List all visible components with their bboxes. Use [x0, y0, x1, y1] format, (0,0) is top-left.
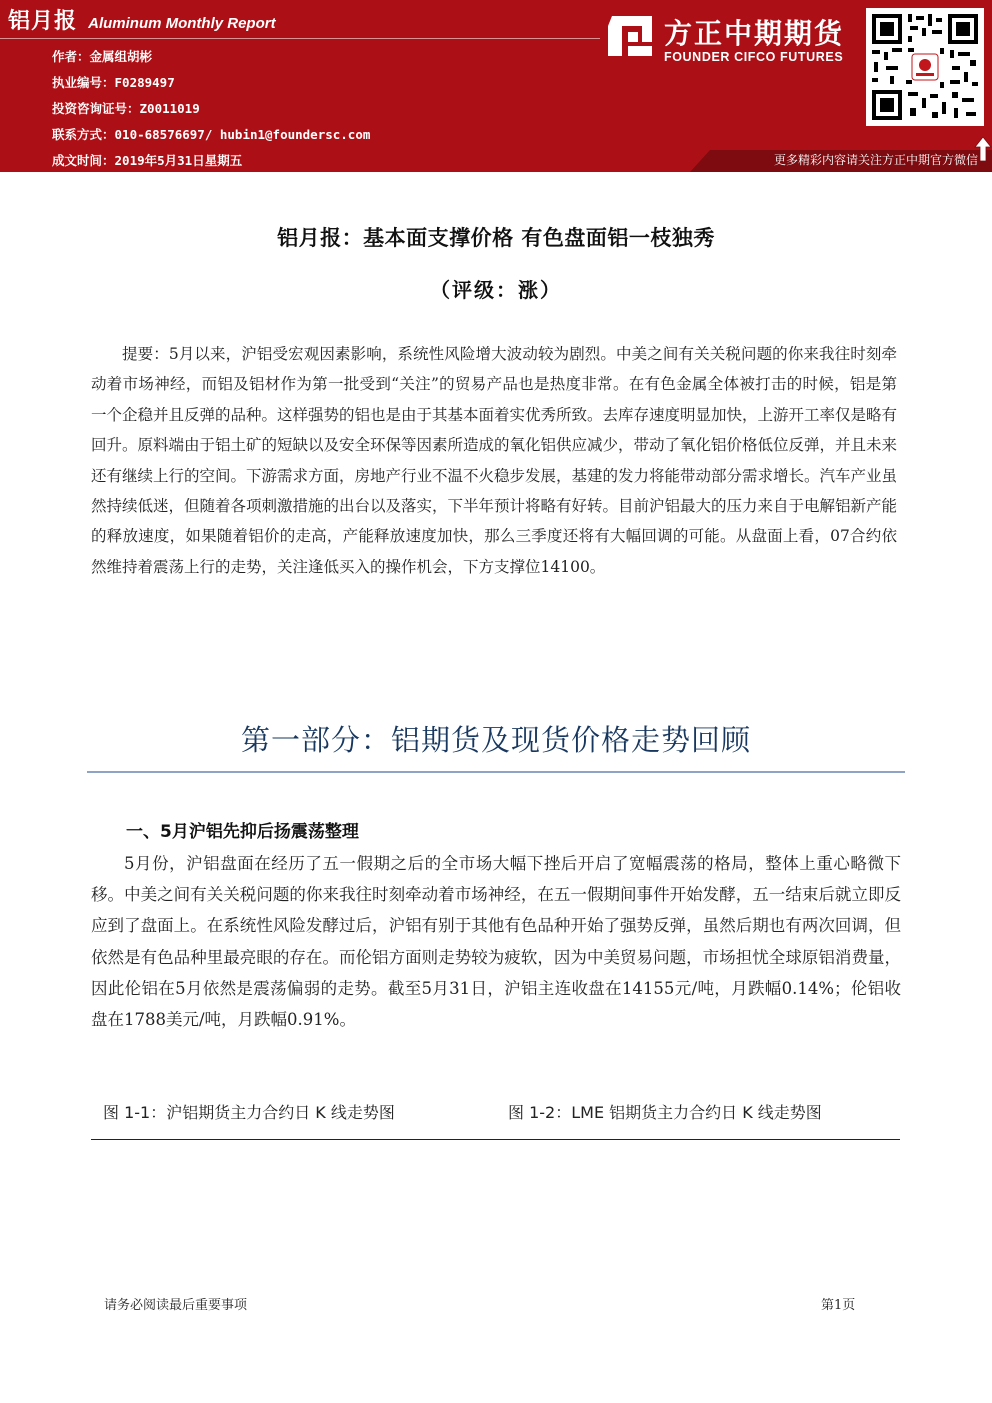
brand-name-cn: 方正中期期货: [664, 17, 845, 50]
author-line: [52, 47, 152, 65]
header-title-en: Aluminum Monthly Report: [88, 15, 276, 32]
report-rating: （评级：涨）: [430, 278, 562, 302]
section1-body: 5月份，沪铝盘面在经历了五一假期之后的全市场大幅下挫后开启了宽幅震荡的格局，整体上重心略微下移。中美之间有关关税问题的你来我往时刻牵动着市场神经，在五一假期间事件开始发酵，五一结束后就立即反应到了盘面上。在系统性风险发酵过后，沪铝有别于其他有色品种开始了强势反弹，虽然后期也有两次回调，但依然是有色品种里最亮眼的存在。而伦铝方面则走势较为疲软，因为中美贸易问题，市场担忧全球原铝消费量，因此伦铝在5月依然是震荡偏弱的走势。截至5月31日，沪铝主连收盘在14155元/吨，月跌幅0.14%；伦铝收盘在1788美元/吨，月跌幅0.91%。: [91, 854, 901, 1030]
advisory-value: Z0011019: [139, 101, 200, 116]
contact-label: 联系方式：: [52, 127, 115, 142]
date-label: 成文时间：: [52, 153, 115, 168]
footer-notice: 请务必阅读最后重要事项: [104, 1298, 248, 1313]
wechat-qr-code: [866, 8, 984, 126]
part1-divider: [87, 771, 905, 773]
license-label: 执业编号：: [52, 75, 115, 90]
report-header-band: [0, 0, 992, 172]
report-abstract: 提要：5月以来，沪铝受宏观因素影响，系统性风险增大波动较为剧烈。中美之间有关关税问题的你来我往时刻牵动着市场神经，而铝及铝材作为第一批受到“关注”的贸易产品也是热度非常。在有色金属全体被打击的时候，铝是第一个企稳并且反弹的品种。这样强势的铝也是由于其基本面着实优秀所致。去库存速度明显加快，上游开工率仅是略有回升。原料端由于铝土矿的短缺以及安全环保等因素所造成的氧化铝供应减少，带动了氧化铝价格低位反弹，并且未来还有继续上行的空间。下游需求方面，房地产行业不温不火稳步发展，基建的发力将能带动部分需求增长。汽车产业虽然持续低迷，但随着各项刺激措施的出台以及落实，下半年预计将略有好转。目前沪铝最大的压力来自于电解铝新产能的释放速度，如果随着铝价的走高，产能释放速度加快，那么三季度还将有大幅回调的可能。从盘面上看，07合约依然维持着震荡上行的走势，关注逢低买入的操作机会，下方支撑位14100。: [91, 345, 898, 576]
advisory-label: 投资咨询证号：: [52, 101, 140, 116]
advisory-line: [52, 99, 200, 117]
section1-heading: 一、5月沪铝先抑后扬震荡整理: [126, 822, 359, 842]
header-title: [8, 4, 276, 35]
license-value: F0289497: [114, 75, 175, 90]
up-arrow-icon: [974, 136, 992, 162]
report-title: 铝月报：基本面支撑价格 有色盘面铝一枝独秀: [277, 226, 715, 250]
figure1-caption: 图 1-1：沪铝期货主力合约日 K 线走势图: [103, 1103, 395, 1122]
figure2-caption: 图 1-2：LME 铝期货主力合约日 K 线走势图: [508, 1103, 822, 1122]
date-value: 2019年5月31日星期五: [114, 153, 243, 168]
figure-caption-rule: [91, 1139, 900, 1140]
founder-logo: [604, 12, 860, 72]
page-number: 第1页: [821, 1298, 856, 1313]
founder-logo-mark-icon: [604, 12, 656, 64]
author-value: 金属组胡彬: [89, 49, 153, 64]
follow-wechat-text: 更多精彩内容请关注方正中期官方微信: [773, 153, 978, 167]
author-label: 作者：: [52, 49, 90, 64]
header-divider: [0, 38, 600, 39]
contact-line: [52, 125, 370, 143]
brand-name-en: FOUNDER CIFCO FUTURES: [664, 50, 844, 64]
contact-value: 010-68576697/ hubin1@foundersc.com: [114, 127, 371, 142]
part1-heading: 第一部分：铝期货及现货价格走势回顾: [240, 723, 751, 757]
license-line: [52, 73, 175, 91]
qr-code-icon: [866, 8, 984, 126]
header-title-cn: 铝月报: [8, 9, 78, 34]
date-line: [52, 151, 242, 169]
